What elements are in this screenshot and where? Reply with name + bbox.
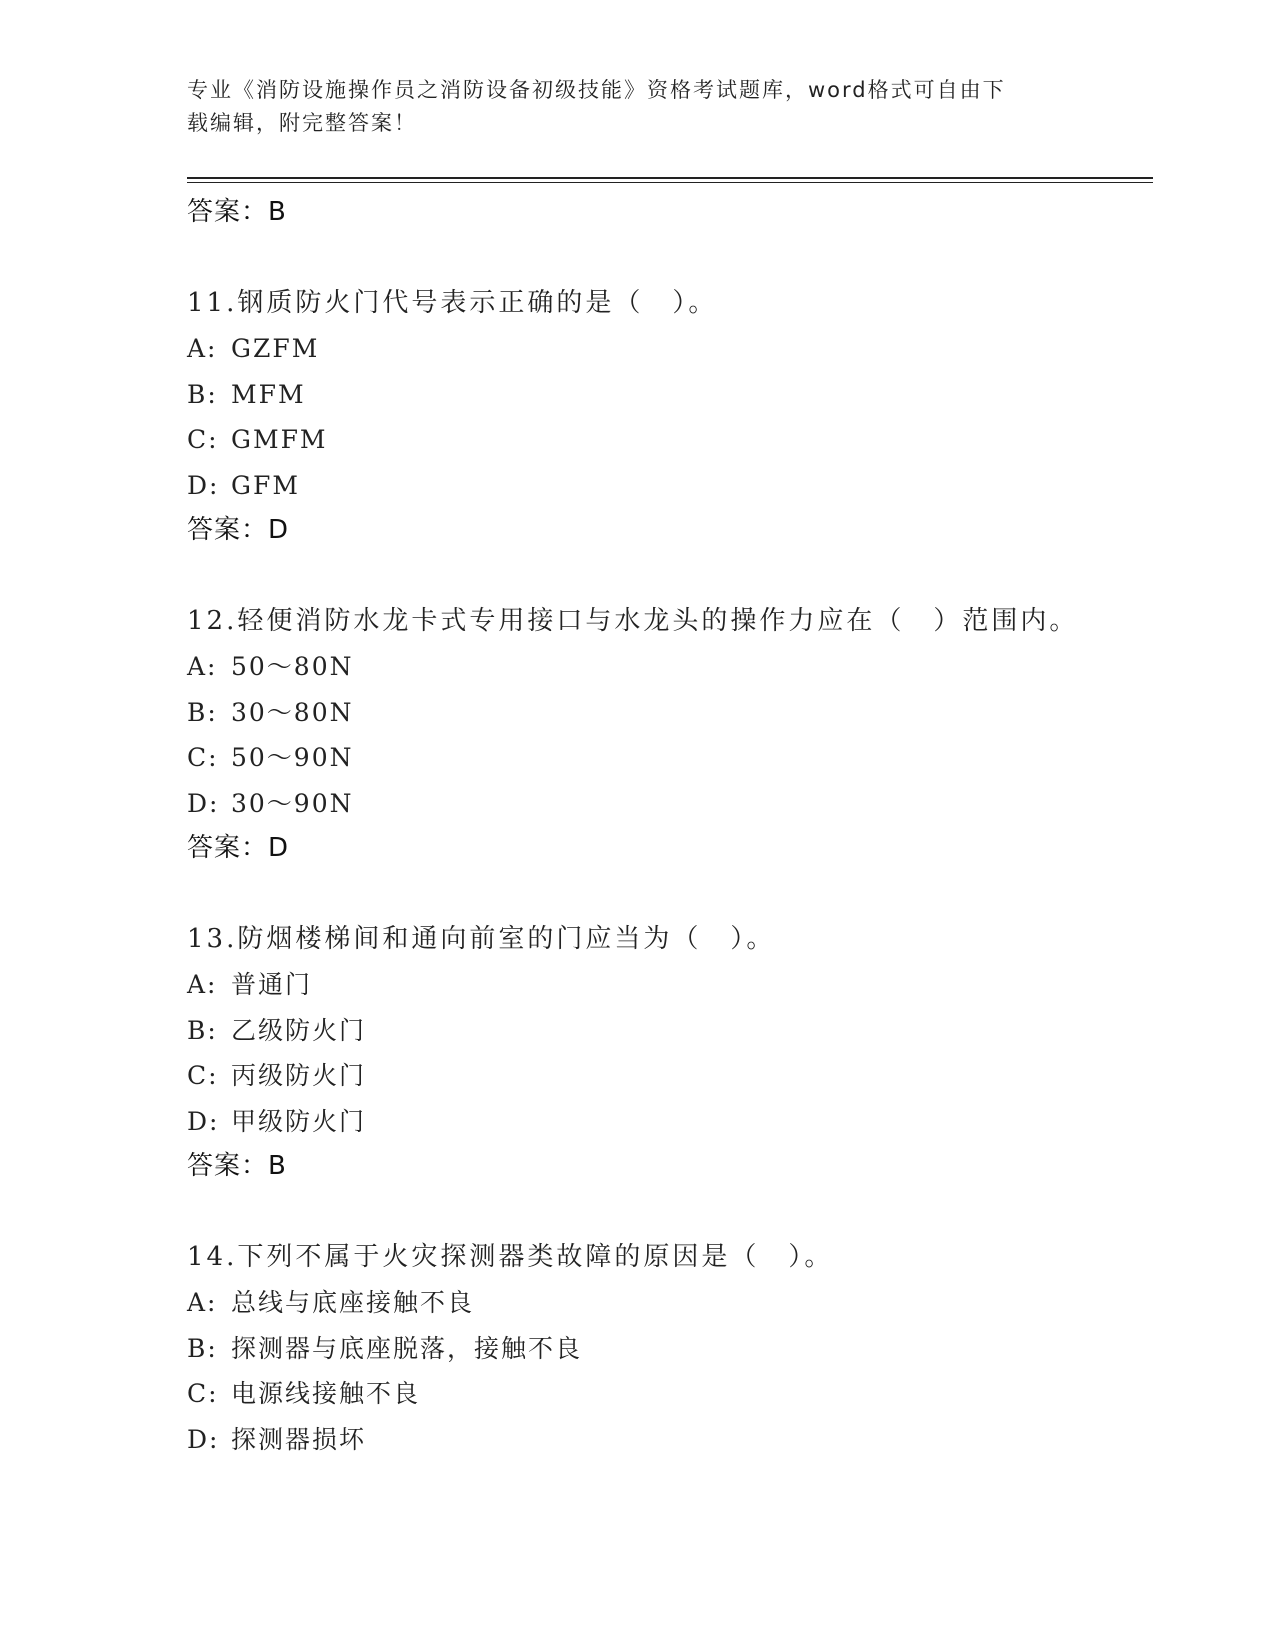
question-12 bbox=[187, 599, 1153, 871]
answer-line: 答案：D bbox=[187, 515, 290, 545]
option-text: 探测器损坏 bbox=[231, 1424, 367, 1454]
option-key: D: bbox=[187, 1424, 220, 1454]
option-a bbox=[187, 1280, 1153, 1326]
option-text: 总线与底座接触不良 bbox=[231, 1288, 475, 1317]
option-text: GFM bbox=[231, 470, 300, 500]
option-text: 乙级防火门 bbox=[231, 1015, 367, 1045]
question-stem: 14.下列不属于火灾探测器类故障的原因是（ ）。 bbox=[187, 1242, 834, 1272]
option-a bbox=[187, 326, 1153, 372]
option-key: A: bbox=[187, 970, 218, 999]
answer-line: 答案：D bbox=[187, 833, 290, 863]
option-d bbox=[187, 1417, 1153, 1463]
option-b bbox=[187, 1326, 1153, 1372]
option-c bbox=[187, 1371, 1153, 1417]
option-text: 30～90N bbox=[231, 788, 354, 818]
option-key: C: bbox=[187, 425, 219, 454]
option-text: 探测器与底座脱落，接触不良 bbox=[231, 1333, 583, 1363]
option-text: GZFM bbox=[231, 334, 320, 363]
option-key: D: bbox=[187, 788, 220, 818]
option-c bbox=[187, 735, 1153, 781]
option-d bbox=[187, 781, 1153, 827]
option-key: C: bbox=[187, 743, 219, 772]
option-key: A: bbox=[187, 334, 218, 363]
option-b bbox=[187, 1008, 1153, 1054]
option-c bbox=[187, 1053, 1153, 1099]
option-d bbox=[187, 463, 1153, 509]
option-text: 普通门 bbox=[231, 970, 313, 999]
document-header bbox=[187, 74, 1067, 140]
answer-line: 答案：B bbox=[187, 1151, 287, 1181]
option-key: B: bbox=[187, 697, 218, 727]
header-line-1: 专业《消防设施操作员之消防设备初级技能》资格考试题库，word格式可自由下 bbox=[187, 78, 1006, 102]
question-list bbox=[187, 190, 1153, 1462]
option-text: MFM bbox=[231, 379, 306, 409]
answer-line: 答案：B bbox=[187, 197, 287, 227]
option-key: A: bbox=[187, 652, 218, 681]
option-text: 50～80N bbox=[231, 652, 354, 681]
question-stem: 11.钢质防火门代号表示正确的是（ ）。 bbox=[187, 288, 718, 318]
header-line-2: 载编辑，附完整答案！ bbox=[187, 111, 417, 135]
option-key: B: bbox=[187, 379, 218, 409]
option-d bbox=[187, 1099, 1153, 1145]
question-11 bbox=[187, 281, 1153, 553]
header-divider-thick bbox=[187, 177, 1153, 179]
option-b bbox=[187, 690, 1153, 736]
question-stem: 12.轻便消防水龙卡式专用接口与水龙头的操作力应在（ ）范围内。 bbox=[187, 606, 1079, 636]
option-text: 甲级防火门 bbox=[231, 1106, 367, 1136]
option-key: B: bbox=[187, 1015, 218, 1045]
option-text: 30～80N bbox=[231, 697, 354, 727]
question-13 bbox=[187, 917, 1153, 1189]
option-a bbox=[187, 644, 1153, 690]
option-b bbox=[187, 372, 1153, 418]
option-key: B: bbox=[187, 1333, 218, 1363]
header-divider-thin bbox=[187, 182, 1153, 183]
option-text: 电源线接触不良 bbox=[231, 1379, 421, 1408]
option-key: D: bbox=[187, 470, 220, 500]
option-key: C: bbox=[187, 1379, 219, 1408]
option-text: 丙级防火门 bbox=[231, 1061, 367, 1090]
question-stem: 13.防烟楼梯间和通向前室的门应当为（ ）。 bbox=[187, 924, 776, 954]
option-text: GMFM bbox=[231, 425, 328, 454]
option-key: C: bbox=[187, 1061, 219, 1090]
option-c bbox=[187, 417, 1153, 463]
option-text: 50～90N bbox=[231, 743, 354, 772]
option-key: A: bbox=[187, 1288, 218, 1317]
option-a bbox=[187, 962, 1153, 1008]
option-key: D: bbox=[187, 1106, 220, 1136]
question-14 bbox=[187, 1235, 1153, 1462]
